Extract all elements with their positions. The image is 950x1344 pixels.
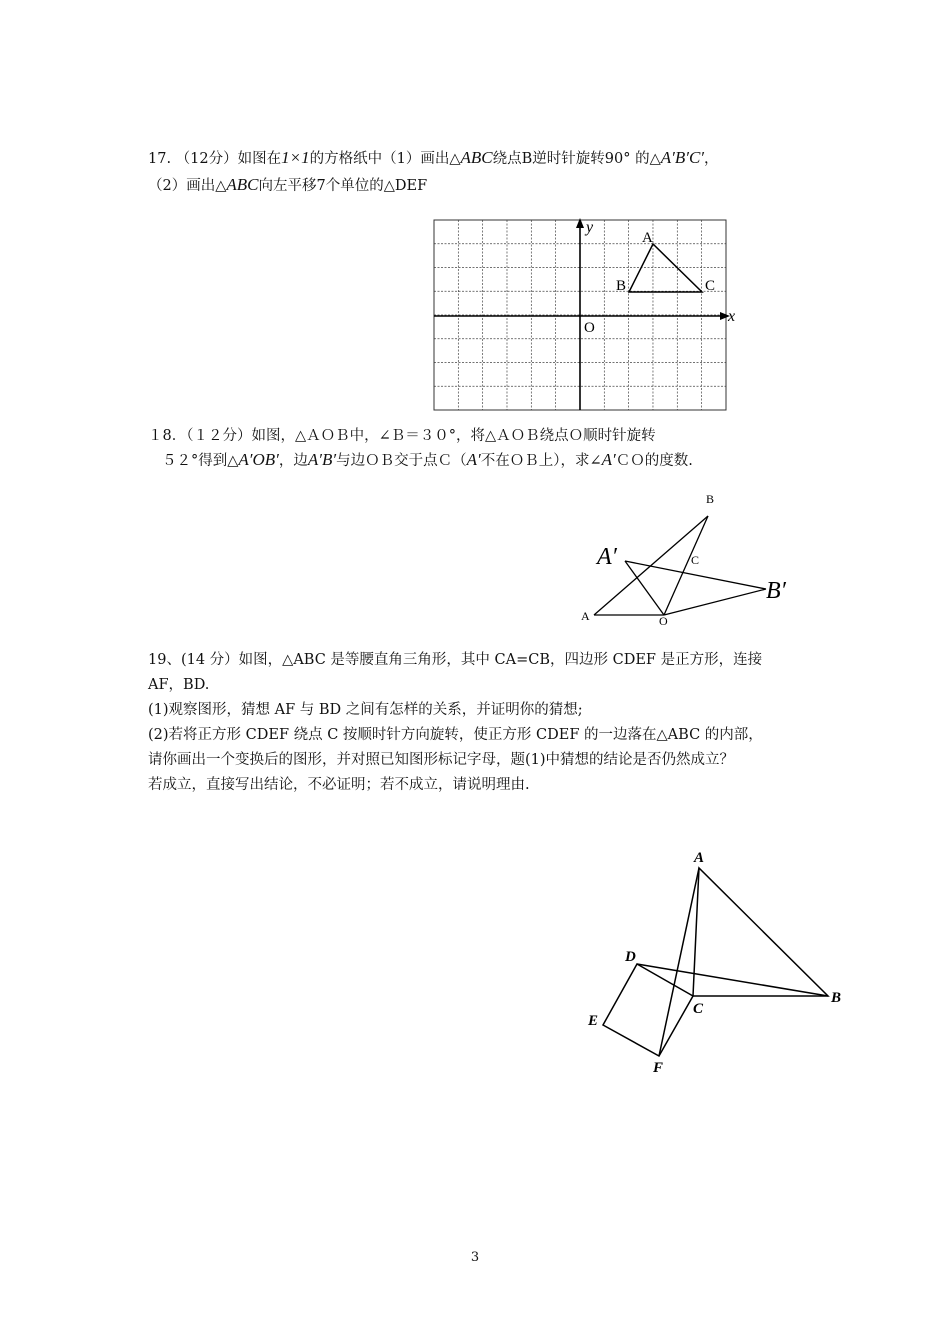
label-B: B <box>616 278 627 294</box>
label-B-prime: B′ <box>766 578 786 604</box>
q19-text: 19、(14 分）如图，△ABC 是等腰直角三角形，其中 CA=CB，四边形 CDEF 是正方形，连接 <box>148 652 763 668</box>
q18-text: １8．（１２分）如图，△ＡＯＢ中，∠Ｂ＝３０°，将△ＡＯＢ绕点Ｏ顺时针旋转 <box>148 428 656 444</box>
label-C: C <box>705 278 716 294</box>
q19-text: 请你画出一个变换后的图形，并对照已知图形标记字母，题(1)中猜想的结论是否仍然成立？ <box>148 752 735 768</box>
q19-line4 <box>148 725 763 745</box>
label-B: B <box>831 990 842 1006</box>
label-A: A <box>642 230 653 246</box>
q18-text: 与边ＯＢ交于点Ｃ（ <box>336 453 467 469</box>
q17-line2 <box>148 175 427 196</box>
q19-figure <box>575 840 865 1080</box>
label-y: y <box>586 219 594 236</box>
q17-math: ABC <box>226 175 259 194</box>
label-C: C <box>691 553 700 567</box>
q18-text: ＣＯ的度数. <box>615 453 693 469</box>
q17-math: A′B′C′ <box>660 148 704 167</box>
label-A: A <box>581 609 590 623</box>
q18-math: A′B′ <box>307 450 337 469</box>
label-O: O <box>659 614 668 628</box>
q18-math: A′OB′ <box>238 450 279 469</box>
q17-math: ABC <box>460 148 493 167</box>
label-A-prime: A′ <box>597 544 617 570</box>
q19-text: (1)观察图形，猜想 AF 与 BD 之间有怎样的关系，并证明你的猜想; <box>148 702 583 718</box>
segment-OB <box>664 516 708 615</box>
q18-line2 <box>162 450 693 471</box>
segment-ApO <box>625 561 664 615</box>
q18-figure <box>570 485 830 635</box>
q18-text: ５２°得到△ <box>162 453 239 469</box>
label-C: C <box>693 1001 704 1017</box>
label-x: x <box>728 308 736 325</box>
q19-text: AF，BD. <box>148 677 210 693</box>
q19-line3 <box>148 700 583 720</box>
q18-text: ，边 <box>278 453 308 469</box>
label-B: B <box>706 492 715 506</box>
q19-line5 <box>148 750 734 770</box>
q18-math: A′ <box>466 450 481 469</box>
q17-text: 绕点B逆时针旋转90° 的△ <box>492 151 661 167</box>
q17-text: （2）画出△ <box>148 178 227 194</box>
label-E: E <box>588 1013 599 1029</box>
q19-line2 <box>148 675 209 695</box>
q19-line6 <box>148 775 530 795</box>
q17-math: 1×1 <box>281 148 310 167</box>
q17-line1 <box>148 148 719 169</box>
q17-grid-figure <box>420 210 750 420</box>
q17-text: 向左平移7个单位的△DEF <box>258 178 428 194</box>
label-O: O <box>584 320 595 336</box>
q18-text: 不在ＯＢ上），求∠ <box>480 453 602 469</box>
q17-text: 的方格纸中（1）画出△ <box>309 151 461 167</box>
page-number: 3 <box>470 1250 480 1265</box>
label-F: F <box>653 1060 664 1076</box>
q17-text: 17. （12分）如图在 <box>148 151 282 167</box>
triangle-abc <box>629 244 702 292</box>
label-D: D <box>625 949 636 965</box>
q19-text: 若成立，直接写出结论，不必证明；若不成立，请说明理由. <box>148 777 530 793</box>
segment-OBp <box>664 589 766 615</box>
label-A: A <box>694 850 705 866</box>
q18-line1 <box>148 426 656 446</box>
q19-line1 <box>148 650 762 670</box>
segment-AF <box>659 868 699 1056</box>
q17-text: ， <box>704 151 719 167</box>
q19-text: (2)若将正方形 CDEF 绕点 C 按顺时针方向旋转，使正方形 CDEF 的一边落在△ABC 的内部， <box>148 727 763 743</box>
square-CDEF <box>603 964 693 1056</box>
q18-math: A′ <box>601 450 616 469</box>
